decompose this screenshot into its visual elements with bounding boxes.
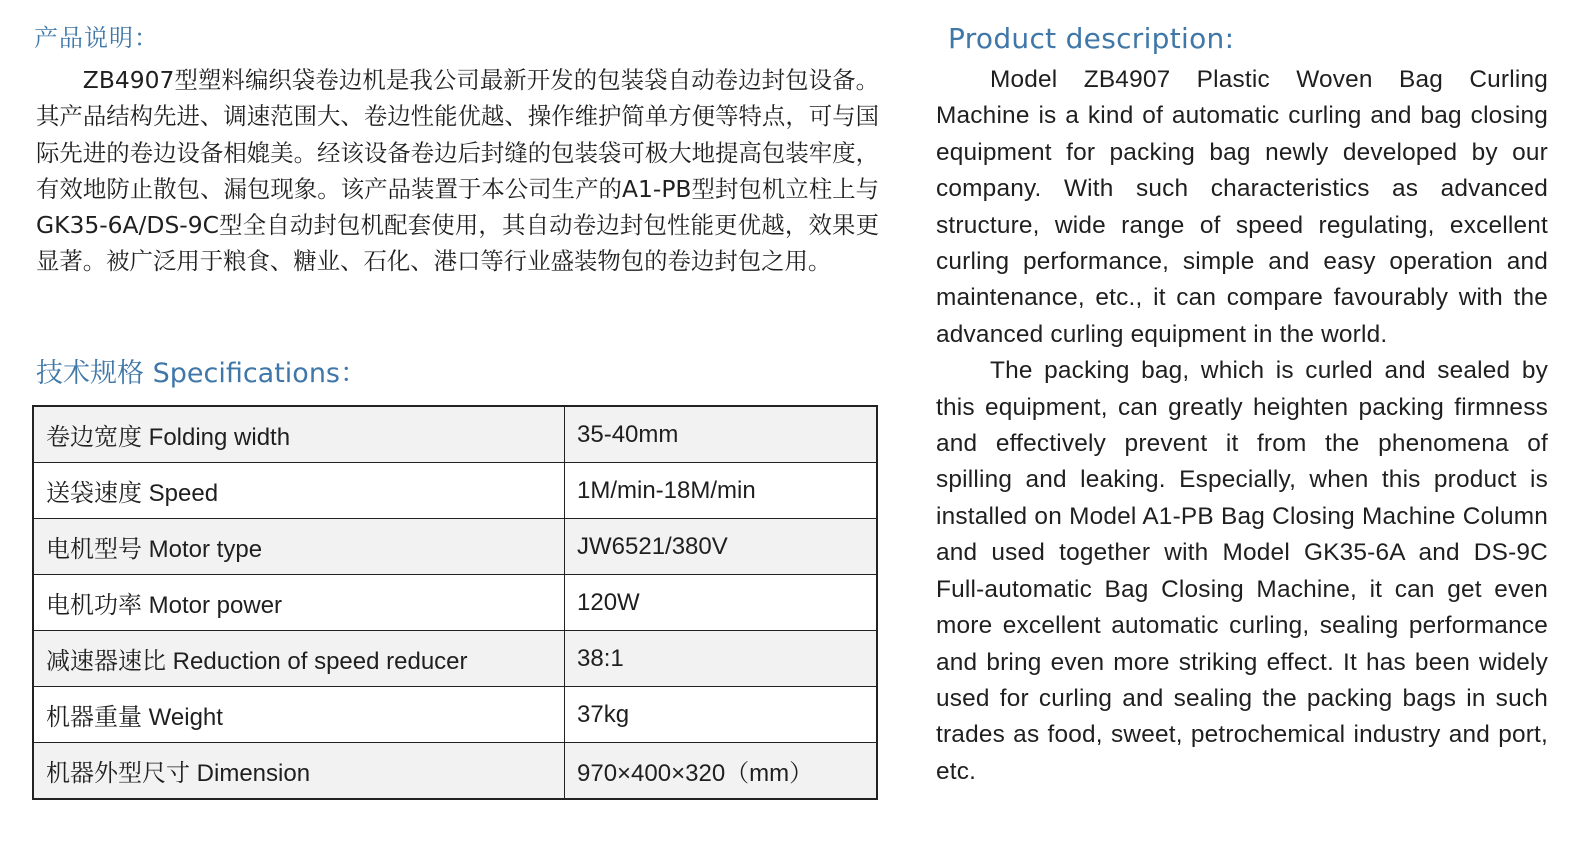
spec-value: 37kg — [565, 687, 878, 743]
table-row — [33, 743, 877, 800]
cn-section-heading: 产品说明： — [34, 24, 159, 52]
specifications-heading: 技术规格 Specifications： — [36, 358, 368, 389]
spec-value: 35-40mm — [565, 406, 878, 463]
spec-label: 电机功率 Motor power — [33, 575, 565, 631]
cn-description-paragraph: ZB4907型塑料编织袋卷边机是我公司最新开发的包装袋自动卷边封包设备。其产品结构先进、调速范围大、卷边性能优越、操作维护简单方便等特点，可与国际先进的卷边设备相媲美。经该设备卷边后封缝的包装袋可极大地提高包装牢度，有效地防止散包、漏包现象。该产品装置于本公司生产的A1-PB型封包机立柱上与GK35-6A/DS-9C型全自动封包机配套使用，其自动卷边封包性能更优越，效果更显著。被广泛用于粮食、糖业、石化、港口等行业盛装物包的卷边封包之用。 — [36, 66, 879, 276]
en-paragraph-2: The packing bag, which is curled and sealed by this equipment, can greatly heighten packing firmness and effectively prevent it from the phenomena of spilling and leaking. Especially, when this product is installed on Model A1-PB Bag Closing Machine Column and used together with Model GK35-6A and DS-9C Full-automatic Bag Closing Machine, it can get even more excellent automatic curling, sealing performance and bring even more striking effect. It has been widely used for curling and sealing the packing bags in such trades as food, sweet, petrochemical industry and port, etc. — [936, 357, 1548, 785]
spec-label: 机器重量 Weight — [33, 687, 565, 743]
table-row — [33, 463, 877, 519]
spec-value: 120W — [565, 575, 878, 631]
spec-label: 卷边宽度 Folding width — [33, 406, 565, 463]
en-paragraph-1: Model ZB4907 Plastic Woven Bag Curling Machine is a kind of automatic curling and bag closing equipment for packing bag newly developed by our company. With such characteristics as advanced structure, wide range of speed regulating, excellent curling performance, simple and easy operation and maintenance, etc., it can compare favourably with the advanced curling equipment in the world. — [936, 66, 1548, 348]
table-row — [33, 575, 877, 631]
table-row — [33, 631, 877, 687]
spec-value: 970×400×320（mm） — [565, 743, 878, 800]
spec-label: 机器外型尺寸 Dimension — [33, 743, 565, 800]
spec-label: 减速器速比 Reduction of speed reducer — [33, 631, 565, 687]
spec-value: JW6521/380V — [565, 519, 878, 575]
specifications-table — [32, 405, 878, 800]
spec-value: 38:1 — [565, 631, 878, 687]
table-row — [33, 687, 877, 743]
spec-label: 送袋速度 Speed — [33, 463, 565, 519]
spec-label: 电机型号 Motor type — [33, 519, 565, 575]
table-row — [33, 406, 877, 463]
table-row — [33, 519, 877, 575]
spec-value: 1M/min-18M/min — [565, 463, 878, 519]
en-section-heading: Product description: — [948, 22, 1235, 55]
en-description — [936, 62, 1548, 790]
